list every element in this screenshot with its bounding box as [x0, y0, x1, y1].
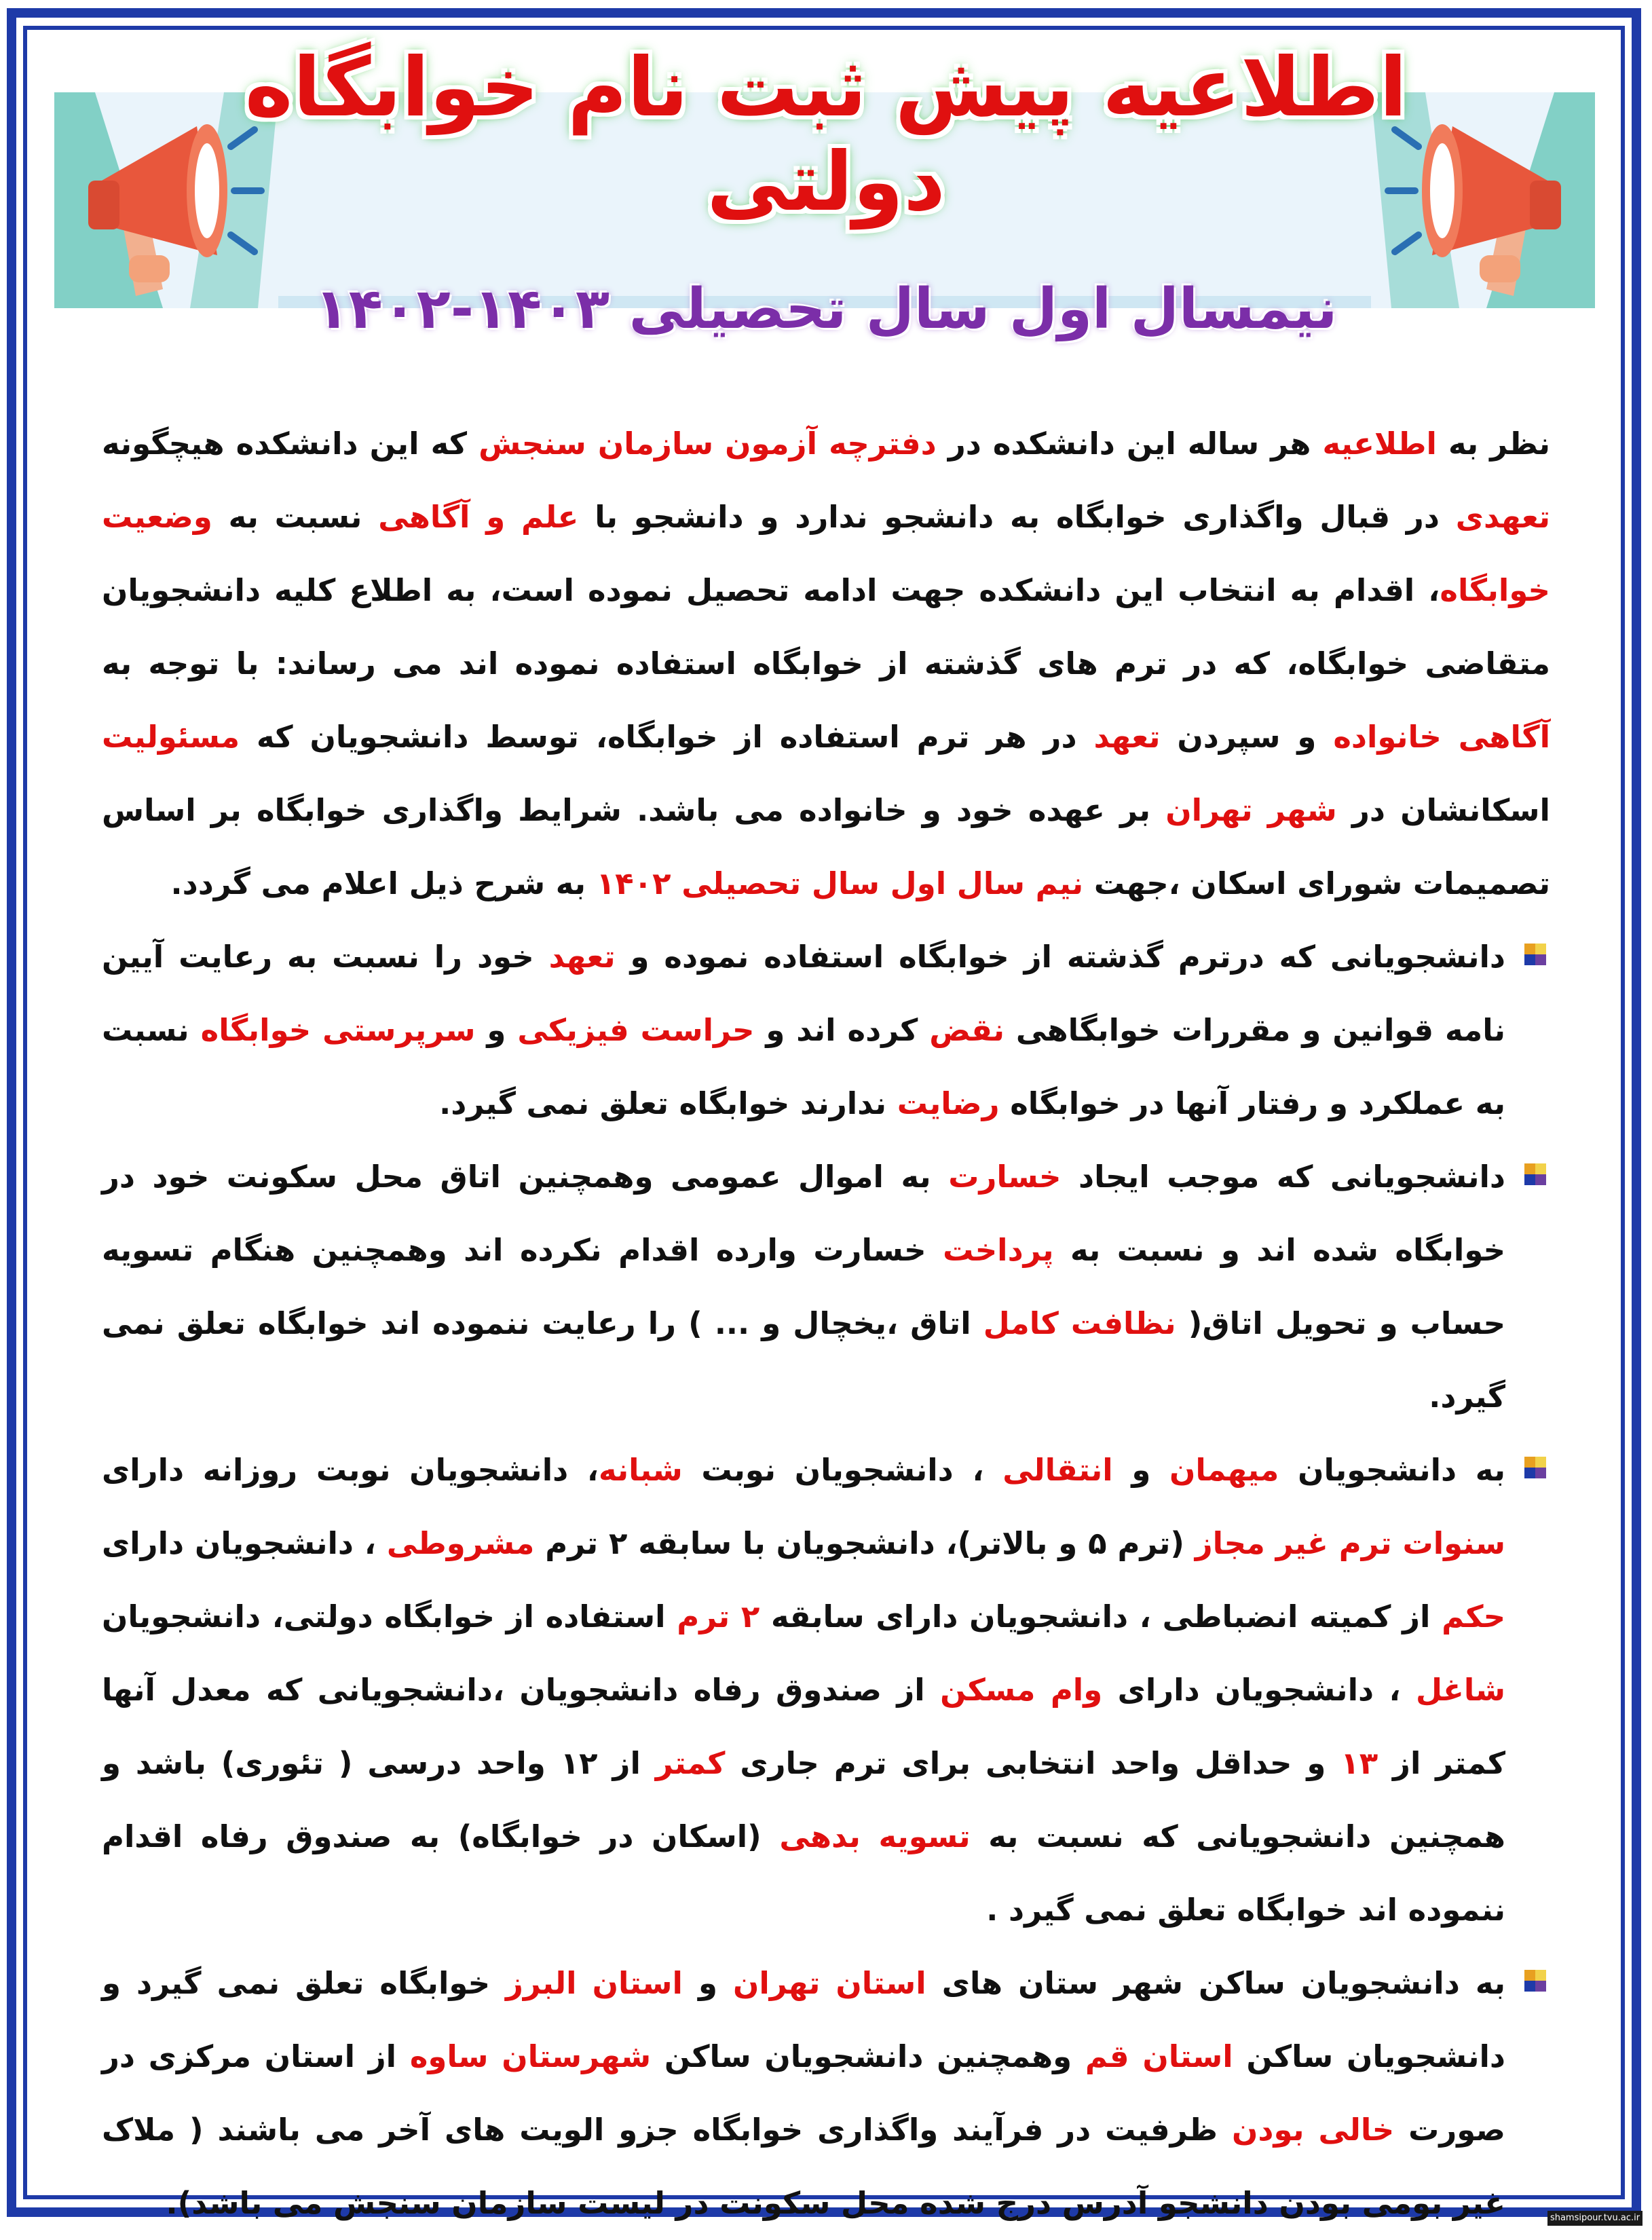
body-text: خوابگاه تعلق نمی گیرد و دانشجویان ساکن	[102, 1965, 1506, 2074]
bullet-square-icon	[1523, 1161, 1547, 1188]
highlight-text: حراست فیزیکی	[517, 1012, 755, 1048]
highlight-text: پرداخت	[943, 1232, 1054, 1268]
body-text: دانشجویانی که موجب ایجاد	[1061, 1159, 1505, 1195]
highlight-text: سنوات ترم غیر مجاز	[1195, 1525, 1505, 1561]
highlight-text: ۲ ترم	[677, 1599, 760, 1635]
body-text: در هر ترم استفاده از خوابگاه، توسط دانشجویان که	[240, 719, 1094, 755]
intro-paragraph	[102, 407, 1550, 920]
footer-stamp: shamsipour.tvu.ac.ir	[1547, 2211, 1642, 2226]
highlight-text: استان البرز	[506, 1965, 683, 2001]
highlight-text: نظافت کامل	[983, 1305, 1176, 1341]
highlight-text: اطلاعیه	[1322, 426, 1437, 462]
body-text: هر ساله این دانشکده در	[936, 426, 1323, 462]
highlight-text: آگاهی خانواده	[1333, 719, 1550, 755]
notice-body	[102, 407, 1550, 2240]
body-text: اسکانشان در	[1336, 792, 1550, 828]
body-text: و	[1112, 1452, 1169, 1488]
highlight-text: تعهد	[1093, 719, 1161, 755]
body-text: استفاده از خوابگاه دولتی، دانشجویان	[102, 1599, 677, 1635]
highlight-text: مسئولیت	[102, 719, 240, 755]
body-text: بر عهده خود و خانواده می باشد. شرایط واگذاری خوابگاه بر اساس تصمیمات شورای اسکان ،جهت	[102, 792, 1550, 901]
condition-item	[102, 920, 1550, 1140]
condition-item	[102, 1434, 1550, 1947]
body-text: دانشجویانی که درترم گذشته از خوابگاه استفاده نموده و	[615, 939, 1505, 975]
body-text: ، اقدام به انتخاب این دانشکده جهت ادامه تحصیل نموده است، به اطلاع کلیه دانشجویان متقاضی خوابگاه، که در ترم های گذشته از خوابگاه استفاده نموده اند می رساند: با توجه به	[102, 572, 1550, 682]
highlight-text: علم و آگاهی	[378, 499, 579, 535]
body-text: نسبت به	[212, 499, 379, 535]
body-text: (ترم ۵ و بالاتر)، دانشجویان با سابقه ۲ ترم	[534, 1525, 1195, 1561]
body-text: و سپردن	[1160, 719, 1334, 755]
bullet-square-icon	[1523, 1454, 1547, 1481]
condition-item	[102, 1947, 1550, 2240]
highlight-text: مشروطی	[386, 1525, 535, 1561]
highlight-text: استان قم	[1085, 2038, 1233, 2074]
bullet-square-icon	[1523, 941, 1547, 968]
highlight-text: سرپرستی خوابگاه	[200, 1012, 476, 1048]
highlight-text: وام مسکن	[940, 1672, 1103, 1708]
body-text: و	[682, 1965, 733, 2001]
highlight-text: دفترچه آزمون سازمان سنجش	[478, 426, 937, 462]
body-text: از ۱۲ واحد درسی ( تئوری) باشد و همچنین دانشجویانی که نسبت به	[102, 1745, 1505, 1854]
page-subtitle: نیمسال اول سال تحصیلی ۱۴۰۳-۱۴۰۲	[314, 277, 1338, 341]
highlight-text: شبانه	[599, 1452, 683, 1488]
conditions-list	[102, 920, 1550, 2240]
body-text: ، دانشجویان نوبت	[682, 1452, 1003, 1488]
bullet-square-icon	[1523, 1967, 1547, 1994]
body-text: نسبت به عملکرد و رفتار آنها در خوابگاه	[102, 1012, 1505, 1121]
highlight-text: استان تهران	[732, 1965, 926, 2001]
highlight-text: ۱۳	[1340, 1745, 1378, 1781]
body-text: ، دانشجویان نوبت روزانه دارای	[102, 1452, 599, 1488]
body-text: ندارند خوابگاه تعلق نمی گیرد.	[439, 1085, 897, 1121]
body-text: از صندوق رفاه دانشجویان ،دانشجویانی که معدل آنها کمتر از	[102, 1672, 1505, 1781]
body-text: اتاق ،یخچال و ... ) را رعایت ننموده اند خوابگاه تعلق نمی گیرد.	[102, 1305, 1505, 1415]
body-text: از کمیته انضباطی ، دانشجویان دارای سابقه	[759, 1599, 1442, 1635]
highlight-text: شهر تهران	[1165, 792, 1337, 828]
body-text: از استان مرکزی در صورت	[102, 2038, 1505, 2148]
highlight-text: میهمان	[1169, 1452, 1279, 1488]
highlight-text: تسویه بدهی	[779, 1818, 971, 1854]
highlight-text: شاغل	[1415, 1672, 1506, 1708]
body-text: به شرح ذیل اعلام می گردد.	[170, 865, 597, 901]
highlight-text: حکم	[1442, 1599, 1505, 1635]
body-text: به اموال عمومی وهمچنین اتاق محل سکونت خود در خوابگاه شده اند و نسبت به	[102, 1159, 1506, 1268]
page-title: اطلاعیه پیش ثبت نام خوابگاه دولتی	[244, 41, 1408, 229]
body-text: ظرفیت در فرآیند واگذاری خوابگاه جزو الویت های آخر می باشند ( ملاک غیر بومی بودن دانشجو آدرس درج شده محل سکونت در لیست سازمان سنجش می باشد).	[102, 2112, 1505, 2221]
body-text: به دانشجویان ساکن شهر ستان های	[926, 1965, 1506, 2001]
body-text: وهمچنین دانشجویان ساکن	[651, 2038, 1085, 2074]
body-text: که این دانشکده هیچگونه	[102, 426, 479, 462]
body-text: خسارت وارده اقدام نکرده اند وهمچنین هنگام تسویه حساب و تحویل اتاق(	[102, 1232, 1506, 1341]
body-text: کرده اند و	[754, 1012, 930, 1048]
body-text: و	[475, 1012, 518, 1048]
highlight-text: نقض	[929, 1012, 1005, 1048]
body-text: نظر به	[1436, 426, 1551, 462]
body-text: در قبال واگذاری خوابگاه به دانشجو ندارد و دانشجو با	[578, 499, 1456, 535]
highlight-text: تعهدی	[1455, 499, 1550, 535]
highlight-text: نیم سال اول سال تحصیلی ۱۴۰۲	[596, 865, 1084, 901]
body-text: (اسکان در خوابگاه) به صندوق رفاه اقدام ننموده اند خوابگاه تعلق نمی گیرد .	[102, 1818, 1505, 1928]
body-text: ، دانشجویان دارای	[102, 1525, 387, 1561]
body-text: خود را نسبت به رعایت آیین نامه قوانین و مقررات خوابگاهی	[102, 939, 1506, 1048]
highlight-text: شهرستان ساوه	[409, 2038, 652, 2074]
highlight-text: کمتر	[655, 1745, 726, 1781]
highlight-text: وضعیت خوابگاه	[102, 499, 1550, 608]
highlight-text: تعهد	[548, 939, 616, 975]
body-text: ، دانشجویان دارای	[1102, 1672, 1416, 1708]
body-text: و حداقل واحد انتخابی برای ترم جاری	[725, 1745, 1341, 1781]
body-text: به دانشجویان	[1279, 1452, 1505, 1488]
highlight-text: خسارت	[948, 1159, 1062, 1195]
highlight-text: رضایت	[897, 1085, 1000, 1121]
highlight-text: خالی بودن	[1231, 2112, 1395, 2148]
condition-item	[102, 1140, 1550, 1434]
highlight-text: انتقالی	[1002, 1452, 1113, 1488]
